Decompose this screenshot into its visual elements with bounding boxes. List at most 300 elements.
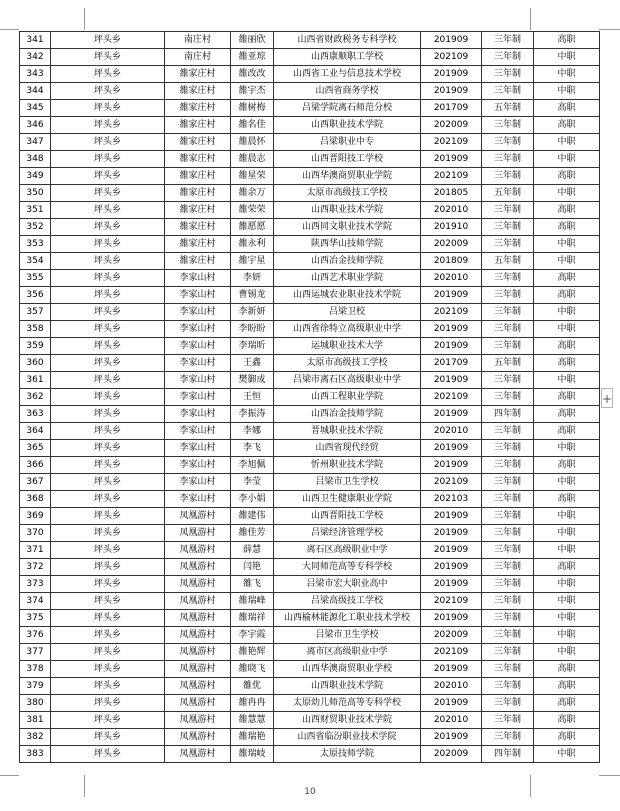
cell-student-name: 雒优 (231, 678, 274, 695)
cell-school: 忻州职业技术学院 (274, 457, 421, 474)
cell-program-length: 三年制 (482, 372, 534, 389)
cell-student-name: 李瑞昕 (231, 338, 274, 355)
table-row (20, 695, 600, 712)
cell-village: 凤凰游村 (165, 712, 231, 729)
cell-program-length: 四年制 (482, 746, 534, 763)
cell-education-level: 中职 (534, 644, 600, 661)
cell-row-number: 366 (20, 457, 51, 474)
cell-school: 山西冶金技师学院 (274, 406, 421, 423)
cell-student-name: 樊御成 (231, 372, 274, 389)
cell-student-name: 李莹 (231, 474, 274, 491)
cell-student-name: 李飞 (231, 440, 274, 457)
cell-enrollment-date: 202109 (421, 49, 482, 66)
cell-township: 坪头乡 (51, 423, 165, 440)
cell-township: 坪头乡 (51, 491, 165, 508)
cell-township: 坪头乡 (51, 355, 165, 372)
table-row (20, 49, 600, 66)
cell-village: 凤凰游村 (165, 695, 231, 712)
cell-education-level: 高职 (534, 270, 600, 287)
cell-row-number: 367 (20, 474, 51, 491)
cell-education-level: 高职 (534, 661, 600, 678)
cell-program-length: 三年制 (482, 729, 534, 746)
cell-row-number: 381 (20, 712, 51, 729)
cell-row-number: 383 (20, 746, 51, 763)
cell-education-level: 高职 (534, 491, 600, 508)
cell-education-level: 中职 (534, 508, 600, 525)
cell-row-number: 363 (20, 406, 51, 423)
cell-township: 坪头乡 (51, 253, 165, 270)
cell-village: 李家山村 (165, 423, 231, 440)
cell-student-name: 薛慧 (231, 542, 274, 559)
cell-row-number: 365 (20, 440, 51, 457)
cell-education-level: 高职 (534, 100, 600, 117)
cell-program-length: 三年制 (482, 474, 534, 491)
cell-row-number: 350 (20, 185, 51, 202)
cell-village: 凤凰游村 (165, 542, 231, 559)
cell-student-name: 雒永利 (231, 236, 274, 253)
cell-township: 坪头乡 (51, 83, 165, 100)
cell-education-level: 高职 (534, 355, 600, 372)
page-number: 10 (304, 787, 316, 797)
cell-row-number: 376 (20, 627, 51, 644)
cell-student-name: 王鑫 (231, 355, 274, 372)
cell-township: 坪头乡 (51, 610, 165, 627)
cell-education-level: 高职 (534, 219, 600, 236)
cell-school: 山西省商务学校 (274, 83, 421, 100)
table-row (20, 151, 600, 168)
cell-row-number: 349 (20, 168, 51, 185)
table-row (20, 270, 600, 287)
cell-student-name: 雒余万 (231, 185, 274, 202)
cell-program-length: 三年制 (482, 559, 534, 576)
cell-education-level: 高职 (534, 695, 600, 712)
cell-student-name: 雒改改 (231, 66, 274, 83)
cell-education-level: 高职 (534, 287, 600, 304)
cell-township: 坪头乡 (51, 219, 165, 236)
cell-row-number: 358 (20, 321, 51, 338)
cell-row-number: 356 (20, 287, 51, 304)
cell-student-name: 雒瑞艳 (231, 729, 274, 746)
cell-school: 太原市高级技工学校 (274, 355, 421, 372)
cell-village: 凤凰游村 (165, 559, 231, 576)
crop-mark-top-right-v (530, 8, 531, 30)
table-row (20, 117, 600, 134)
table-row (20, 134, 600, 151)
cell-enrollment-date: 202109 (421, 593, 482, 610)
cell-program-length: 三年制 (482, 695, 534, 712)
cell-school: 山西晋阳技工学校 (274, 508, 421, 525)
cell-education-level: 高职 (534, 559, 600, 576)
cell-education-level: 中职 (534, 576, 600, 593)
cell-row-number: 372 (20, 559, 51, 576)
cell-row-number: 368 (20, 491, 51, 508)
cell-student-name: 雒飞 (231, 576, 274, 593)
cell-student-name: 李小娟 (231, 491, 274, 508)
table-row (20, 559, 600, 576)
cell-education-level: 中职 (534, 525, 600, 542)
cell-township: 坪头乡 (51, 389, 165, 406)
cell-row-number: 382 (20, 729, 51, 746)
cell-row-number: 343 (20, 66, 51, 83)
cell-program-length: 三年制 (482, 117, 534, 134)
cell-township: 坪头乡 (51, 270, 165, 287)
table-row (20, 729, 600, 746)
cell-township: 坪头乡 (51, 168, 165, 185)
cell-student-name: 雒树梅 (231, 100, 274, 117)
cell-village: 南庄村 (165, 49, 231, 66)
cell-row-number: 374 (20, 593, 51, 610)
table-row (20, 491, 600, 508)
cell-enrollment-date: 202109 (421, 474, 482, 491)
table-row (20, 457, 600, 474)
table-row (20, 338, 600, 355)
cell-education-level: 中职 (534, 321, 600, 338)
cell-township: 坪头乡 (51, 661, 165, 678)
cell-program-length: 三年制 (482, 32, 534, 49)
cell-school: 山西康顺职工学校 (274, 49, 421, 66)
cell-program-length: 三年制 (482, 304, 534, 321)
cell-program-length: 三年制 (482, 236, 534, 253)
cell-program-length: 三年制 (482, 338, 534, 355)
cell-education-level: 中职 (534, 610, 600, 627)
cell-enrollment-date: 201709 (421, 100, 482, 117)
cell-township: 坪头乡 (51, 729, 165, 746)
cell-school: 山西省财政税务专科学校 (274, 32, 421, 49)
cell-school: 山西职业技术学院 (274, 202, 421, 219)
cell-row-number: 375 (20, 610, 51, 627)
cell-program-length: 三年制 (482, 508, 534, 525)
add-row-icon[interactable]: + (601, 388, 613, 408)
cell-program-length: 三年制 (482, 457, 534, 474)
cell-student-name: 雒宇星 (231, 253, 274, 270)
cell-township: 坪头乡 (51, 508, 165, 525)
cell-village: 凤凰游村 (165, 525, 231, 542)
cell-program-length: 五年制 (482, 253, 534, 270)
cell-row-number: 377 (20, 644, 51, 661)
cell-township: 坪头乡 (51, 66, 165, 83)
cell-village: 凤凰游村 (165, 610, 231, 627)
cell-student-name: 雒名佳 (231, 117, 274, 134)
cell-school: 山西晋阳技工学校 (274, 151, 421, 168)
cell-school: 吕梁市卫生学校 (274, 474, 421, 491)
cell-enrollment-date: 202009 (421, 117, 482, 134)
table-row (20, 610, 600, 627)
cell-enrollment-date: 201909 (421, 151, 482, 168)
cell-village: 南庄村 (165, 32, 231, 49)
cell-program-length: 五年制 (482, 355, 534, 372)
cell-enrollment-date: 201909 (421, 525, 482, 542)
cell-village: 李家山村 (165, 406, 231, 423)
cell-village: 雒家庄村 (165, 185, 231, 202)
cell-school: 吕梁职业中专 (274, 134, 421, 151)
cell-village: 李家山村 (165, 440, 231, 457)
cell-township: 坪头乡 (51, 440, 165, 457)
cell-education-level: 中职 (534, 372, 600, 389)
cell-education-level: 中职 (534, 151, 600, 168)
cell-township: 坪头乡 (51, 576, 165, 593)
cell-township: 坪头乡 (51, 746, 165, 763)
cell-row-number: 357 (20, 304, 51, 321)
table-row (20, 440, 600, 457)
cell-school: 吕梁市卫生学校 (274, 627, 421, 644)
cell-education-level: 高职 (534, 729, 600, 746)
cell-township: 坪头乡 (51, 525, 165, 542)
cell-township: 坪头乡 (51, 32, 165, 49)
cell-village: 雒家庄村 (165, 202, 231, 219)
cell-program-length: 三年制 (482, 644, 534, 661)
table-row (20, 746, 600, 763)
cell-row-number: 344 (20, 83, 51, 100)
cell-township: 坪头乡 (51, 695, 165, 712)
cell-student-name: 雒瑞祥 (231, 610, 274, 627)
cell-township: 坪头乡 (51, 627, 165, 644)
cell-student-name: 雒星荣 (231, 168, 274, 185)
cell-student-name: 闫艳 (231, 559, 274, 576)
cell-school: 山西冶金技师学院 (274, 253, 421, 270)
cell-student-name: 雒瑞峰 (231, 593, 274, 610)
cell-school: 山西运城农业职业技术学院 (274, 287, 421, 304)
cell-program-length: 三年制 (482, 440, 534, 457)
cell-township: 坪头乡 (51, 117, 165, 134)
cell-school: 吕梁市离石区高级职业中学 (274, 372, 421, 389)
cell-student-name: 王恒 (231, 389, 274, 406)
table-row (20, 66, 600, 83)
table-row (20, 185, 600, 202)
table-row (20, 593, 600, 610)
cell-education-level: 中职 (534, 440, 600, 457)
cell-village: 凤凰游村 (165, 593, 231, 610)
table-row (20, 355, 600, 372)
cell-school: 吕梁高级技工学校 (274, 593, 421, 610)
cell-village: 雒家庄村 (165, 219, 231, 236)
cell-enrollment-date: 201909 (421, 372, 482, 389)
cell-education-level: 高职 (534, 423, 600, 440)
table-row (20, 236, 600, 253)
table-row (20, 542, 600, 559)
cell-education-level: 中职 (534, 66, 600, 83)
cell-enrollment-date: 201909 (421, 457, 482, 474)
table-row (20, 712, 600, 729)
cell-program-length: 三年制 (482, 219, 534, 236)
cell-row-number: 355 (20, 270, 51, 287)
cell-student-name: 雒荣荣 (231, 202, 274, 219)
cell-school: 山西华澳商贸职业学院 (274, 168, 421, 185)
cell-enrollment-date: 202103 (421, 491, 482, 508)
table-row (20, 304, 600, 321)
cell-village: 凤凰游村 (165, 661, 231, 678)
cell-row-number: 347 (20, 134, 51, 151)
cell-enrollment-date: 201909 (421, 406, 482, 423)
cell-program-length: 三年制 (482, 287, 534, 304)
cell-row-number: 351 (20, 202, 51, 219)
cell-enrollment-date: 201909 (421, 440, 482, 457)
cell-village: 雒家庄村 (165, 253, 231, 270)
cell-village: 李家山村 (165, 287, 231, 304)
cell-education-level: 中职 (534, 542, 600, 559)
cell-student-name: 雒晨怀 (231, 134, 274, 151)
crop-mark-top-left-h (0, 29, 19, 30)
cell-township: 坪头乡 (51, 134, 165, 151)
cell-enrollment-date: 202009 (421, 627, 482, 644)
cell-student-name: 雒宇杰 (231, 83, 274, 100)
cell-enrollment-date: 201910 (421, 219, 482, 236)
cell-row-number: 361 (20, 372, 51, 389)
cell-village: 凤凰游村 (165, 644, 231, 661)
cell-education-level: 中职 (534, 236, 600, 253)
cell-enrollment-date: 202109 (421, 644, 482, 661)
cell-student-name: 雒建伟 (231, 508, 274, 525)
cell-township: 坪头乡 (51, 49, 165, 66)
table-row (20, 644, 600, 661)
cell-row-number: 362 (20, 389, 51, 406)
cell-school: 离市区高级职业中学 (274, 644, 421, 661)
cell-township: 坪头乡 (51, 321, 165, 338)
table-row (20, 525, 600, 542)
cell-township: 坪头乡 (51, 287, 165, 304)
cell-program-length: 三年制 (482, 491, 534, 508)
cell-enrollment-date: 202109 (421, 304, 482, 321)
cell-village: 凤凰游村 (165, 576, 231, 593)
table-row (20, 32, 600, 49)
cell-row-number: 369 (20, 508, 51, 525)
table-row (20, 389, 600, 406)
table-body (20, 32, 600, 763)
cell-township: 坪头乡 (51, 457, 165, 474)
cell-student-name: 李妍 (231, 270, 274, 287)
cell-row-number: 352 (20, 219, 51, 236)
cell-village: 凤凰游村 (165, 508, 231, 525)
cell-row-number: 353 (20, 236, 51, 253)
cell-program-length: 三年制 (482, 712, 534, 729)
cell-township: 坪头乡 (51, 236, 165, 253)
cell-village: 李家山村 (165, 355, 231, 372)
cell-village: 李家山村 (165, 270, 231, 287)
cell-school: 陕西华山技师学院 (274, 236, 421, 253)
cell-school: 太原市高级技工学校 (274, 185, 421, 202)
cell-village: 雒家庄村 (165, 134, 231, 151)
cell-village: 李家山村 (165, 389, 231, 406)
crop-mark-bottom-left-h (0, 775, 19, 776)
cell-enrollment-date: 201909 (421, 83, 482, 100)
table-row (20, 83, 600, 100)
table-row (20, 661, 600, 678)
table-row (20, 253, 600, 270)
cell-school: 运城职业技术大学 (274, 338, 421, 355)
cell-program-length: 三年制 (482, 134, 534, 151)
cell-enrollment-date: 201809 (421, 253, 482, 270)
cell-school: 山西省工业与信息技术学校 (274, 66, 421, 83)
cell-student-name: 李宇霞 (231, 627, 274, 644)
cell-education-level: 中职 (534, 134, 600, 151)
cell-education-level: 高职 (534, 712, 600, 729)
cell-township: 坪头乡 (51, 406, 165, 423)
cell-enrollment-date: 201909 (421, 338, 482, 355)
cell-school: 晋城职业技术学院 (274, 423, 421, 440)
cell-program-length: 三年制 (482, 168, 534, 185)
cell-education-level: 中职 (534, 49, 600, 66)
cell-township: 坪头乡 (51, 678, 165, 695)
cell-row-number: 360 (20, 355, 51, 372)
table-row (20, 219, 600, 236)
cell-program-length: 三年制 (482, 83, 534, 100)
table-row (20, 423, 600, 440)
cell-school: 山西卫生健康职业学院 (274, 491, 421, 508)
cell-township: 坪头乡 (51, 151, 165, 168)
cell-enrollment-date: 201909 (421, 576, 482, 593)
cell-enrollment-date: 202009 (421, 236, 482, 253)
cell-village: 李家山村 (165, 491, 231, 508)
cell-education-level: 中职 (534, 83, 600, 100)
cell-enrollment-date: 202109 (421, 389, 482, 406)
cell-enrollment-date: 201909 (421, 610, 482, 627)
cell-village: 凤凰游村 (165, 746, 231, 763)
cell-school: 山西艺术职业学院 (274, 270, 421, 287)
table-row (20, 100, 600, 117)
cell-township: 坪头乡 (51, 338, 165, 355)
cell-township: 坪头乡 (51, 304, 165, 321)
cell-student-name: 雒冉冉 (231, 695, 274, 712)
table-row (20, 202, 600, 219)
cell-village: 雒家庄村 (165, 236, 231, 253)
cell-school: 大同师范高等专科学校 (274, 559, 421, 576)
cell-township: 坪头乡 (51, 185, 165, 202)
cell-village: 李家山村 (165, 474, 231, 491)
cell-row-number: 370 (20, 525, 51, 542)
cell-enrollment-date: 201909 (421, 66, 482, 83)
cell-program-length: 三年制 (482, 66, 534, 83)
cell-student-name: 曹锡龙 (231, 287, 274, 304)
table-row (20, 508, 600, 525)
cell-enrollment-date: 202010 (421, 678, 482, 695)
cell-village: 雒家庄村 (165, 83, 231, 100)
cell-program-length: 三年制 (482, 593, 534, 610)
table-row (20, 168, 600, 185)
cell-enrollment-date: 201909 (421, 729, 482, 746)
cell-school: 吕梁经济管理学校 (274, 525, 421, 542)
cell-township: 坪头乡 (51, 542, 165, 559)
cell-student-name: 雒佳芳 (231, 525, 274, 542)
cell-village: 雒家庄村 (165, 168, 231, 185)
cell-program-length: 四年制 (482, 406, 534, 423)
cell-school: 山西职业技术学院 (274, 678, 421, 695)
cell-program-length: 三年制 (482, 423, 534, 440)
table-row (20, 287, 600, 304)
cell-row-number: 346 (20, 117, 51, 134)
cell-education-level: 高职 (534, 406, 600, 423)
cell-township: 坪头乡 (51, 474, 165, 491)
cell-row-number: 373 (20, 576, 51, 593)
cell-program-length: 五年制 (482, 185, 534, 202)
cell-education-level: 中职 (534, 746, 600, 763)
cell-school: 山西职业技术学院 (274, 117, 421, 134)
cell-enrollment-date: 202010 (421, 423, 482, 440)
cell-student-name: 李新妍 (231, 304, 274, 321)
student-subsidy-table (19, 31, 600, 763)
cell-township: 坪头乡 (51, 559, 165, 576)
cell-school: 山西榆林能源化工职业技术学校 (274, 610, 421, 627)
table-row (20, 321, 600, 338)
cell-student-name: 雒慧慧 (231, 712, 274, 729)
cell-student-name: 李娜 (231, 423, 274, 440)
table-row (20, 474, 600, 491)
cell-student-name: 雒愿愿 (231, 219, 274, 236)
cell-program-length: 三年制 (482, 661, 534, 678)
cell-enrollment-date: 201805 (421, 185, 482, 202)
cell-program-length: 三年制 (482, 151, 534, 168)
cell-program-length: 三年制 (482, 627, 534, 644)
cell-village: 雒家庄村 (165, 66, 231, 83)
table-row (20, 627, 600, 644)
